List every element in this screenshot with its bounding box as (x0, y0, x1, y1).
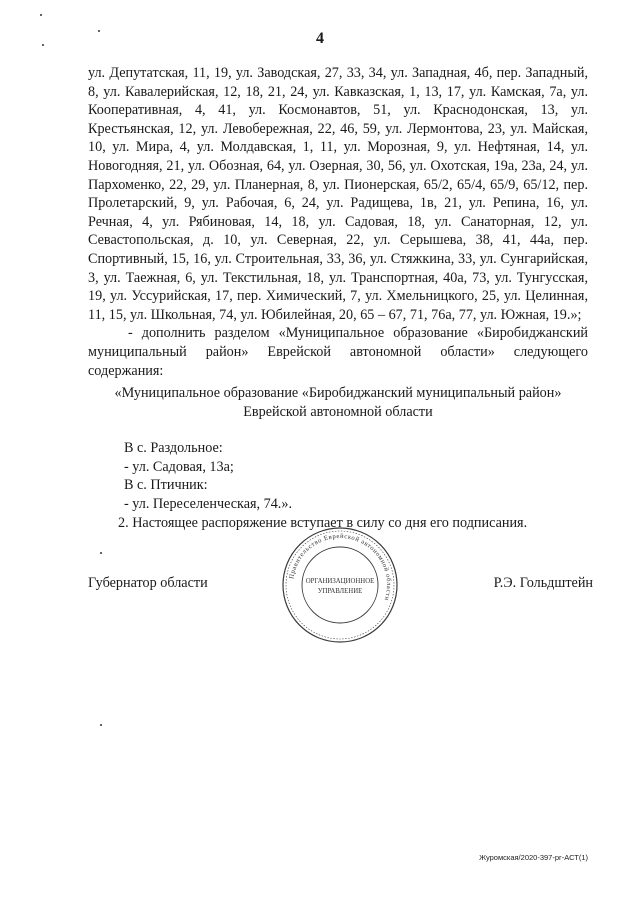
scan-speck (100, 552, 102, 554)
official-seal-stamp (280, 525, 400, 645)
addition-paragraph: - дополнить разделом «Муниципальное образование «Биробиджанский муниципальный район» Еврейской автономной области» следующего содержания: (88, 325, 588, 379)
addendum-street-1: - ул. Садовая, 13а; (124, 458, 234, 475)
section-title: «Муниципальное образование «Биробиджанский муниципальный район» Еврейской автономной области (114, 385, 562, 420)
seal-center-line-1: ОРГАНИЗАЦИОННОЕ (305, 578, 375, 585)
document-reference-code: Журомская/2020-397-рг-АСТ(1) (479, 853, 588, 862)
scan-speck (40, 14, 42, 16)
streets-paragraph: ул. Депутатская, 11, 19, ул. Заводская, 27, 33, 34, ул. Западная, 4б, пер. Западный, 8, ул. Кавалерийская, 12, 18, 21, 24, ул. Кавказская, 1, 13, 17, ул. Камская, 7а, ул. Кооперативная, 4, 41, ул. Космонавтов, 51, ул. Краснодонская, 13, ул. Крестьянская, 12, ул. Левобережная, 22, 46, 59, ул. Лермонтова, 23, ул. Майская, 10, ул. Мира, 4, ул. Молдавская, 1, 11, ул. Морозная, 9, ул. Нефтяная, 14, ул. Новогодняя, 21, ул. Обозная, 64, ул. Озерная, 30, 56, ул. Охотская, 19а, 23а, 24, ул. Пархоменко, 22, 29, ул. Планерная, 8, ул. Пионерская, 65/2, 65/4, 65/9, 65/12, пер. Пролетарский, 9, ул. Рабочая, 6, 24, ул. Радищева, 1в, 21, ул. Репина, 16, ул. Речная, 4, ул. Рябиновая, 14, 18, ул. Садовая, 18, ул. Санаторная, 12, ул. Севастопольская, д. 10, ул. Северная, 22, ул. Серышева, 38, 41, 44а, пер. Спортивный, 15, 16, ул. Строительная, 33, 36, ул. Стяжкина, 33, ул. Сунгарийская, 3, ул. Таежная, 6, ул. Текстильная, 18, ул. Транспортная, 40а, 73, ул. Тунгусская, 19, ул. Уссурийская, 17, пер. Химический, 7, ул. Хмельницкого, 25, ул. Целинная, 11, 15, ул. Школьная, 74, ул. Юбилейная, 20, 65 – 67, 71, 76а, 77, ул. Южная, 19.»; (88, 65, 588, 323)
scan-speck (100, 724, 102, 726)
addendum-street-2: - ул. Переселенческая, 74.». (124, 496, 292, 513)
seal-center-line-2: УПРАВЛЕНИЕ (317, 588, 363, 595)
addendum-village-1: В с. Раздольное: (124, 440, 223, 457)
addenda-list (88, 439, 588, 513)
document-body (88, 64, 588, 532)
seal-ring-text: Правительство Еврейской автономной области (288, 532, 393, 602)
signatory-name: Р.Э. Гольдштейн (493, 575, 593, 591)
addendum-village-2: В с. Птичник: (124, 477, 208, 494)
signatory-title: Губернатор области (88, 575, 208, 591)
effective-clause: 2. Настоящее распоряжение вступает в силу со дня его подписания. (118, 514, 528, 531)
page-number: 4 (316, 30, 324, 47)
